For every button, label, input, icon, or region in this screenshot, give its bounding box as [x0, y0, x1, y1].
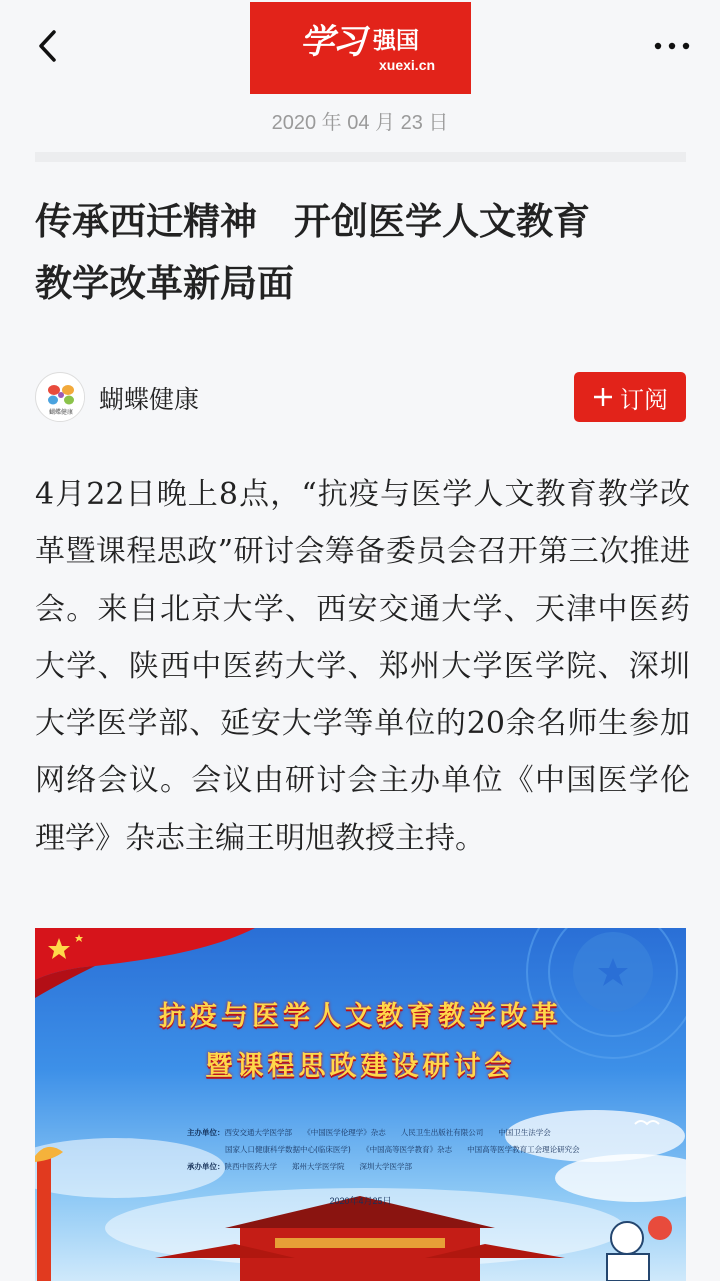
plus-icon [592, 386, 614, 408]
author-row [35, 370, 686, 424]
article-body: 4月22日晚上8点，“抗疫与医学人文教育教学改革暨课程思政”研讨会筹备委员会召开第三次推进会。来自北京大学、西安交通大学、天津中医药大学、陕西中医药大学、郑州大学医学院、深圳大学医学部、延安大学等单位的20余名师生参加网络会议。会议由研讨会主办单位《中国医学伦理学》杂志主编王明旭教授主持。 [35, 477, 690, 856]
article-title: 传承西迁精神 开创医学人文教育 教学改革新局面 [35, 199, 590, 305]
butterfly-logo-icon [36, 373, 85, 422]
avatar-text: 蝴蝶健康 [48, 409, 74, 416]
poster-date: 2020年4月25日 [329, 1196, 392, 1206]
host-label: 主办单位： [187, 1128, 225, 1137]
divider [35, 152, 686, 162]
article-image[interactable] [35, 928, 686, 1281]
author-avatar[interactable] [35, 372, 85, 422]
publish-date: 2020 年 04 月 23 日 [271, 112, 449, 134]
poster-title-line2: 暨课程思政建设研讨会 [205, 1051, 516, 1082]
hosts-line1: 西安交通大学医学部 《中国医学伦理学》杂志 人民卫生出版社有限公司 中国卫生法学会 [224, 1128, 551, 1137]
more-dots-icon [652, 26, 692, 66]
poster-organizers [187, 1124, 607, 1175]
more-button[interactable] [652, 26, 692, 66]
subscribe-label: 订阅 [620, 385, 668, 414]
logo-calligraphy: 学习 [300, 22, 364, 62]
poster-title-line1: 抗疫与医学人文教育教学改革 [159, 1001, 562, 1032]
hosts-line2: 国家人口健康科学数据中心(临床医学) 《中国高等医学教育》杂志 中国高等医学教育工会理论研究会 [225, 1145, 580, 1154]
logo-url: xuexi.cn [379, 57, 436, 73]
subscribe-button[interactable] [574, 372, 686, 422]
author-name[interactable]: 蝴蝶健康 [99, 385, 200, 414]
poster-background [35, 928, 686, 1281]
xuexi-logo [250, 2, 471, 94]
back-button[interactable] [30, 22, 70, 70]
co-hosts: 陕西中医药大学 郑州大学医学院 深圳大学医学部 [224, 1162, 412, 1171]
logo-name: 强国 [373, 28, 419, 54]
co-host-label: 承办单位： [187, 1162, 225, 1171]
top-bar [0, 0, 720, 100]
chevron-left-icon [30, 22, 70, 70]
